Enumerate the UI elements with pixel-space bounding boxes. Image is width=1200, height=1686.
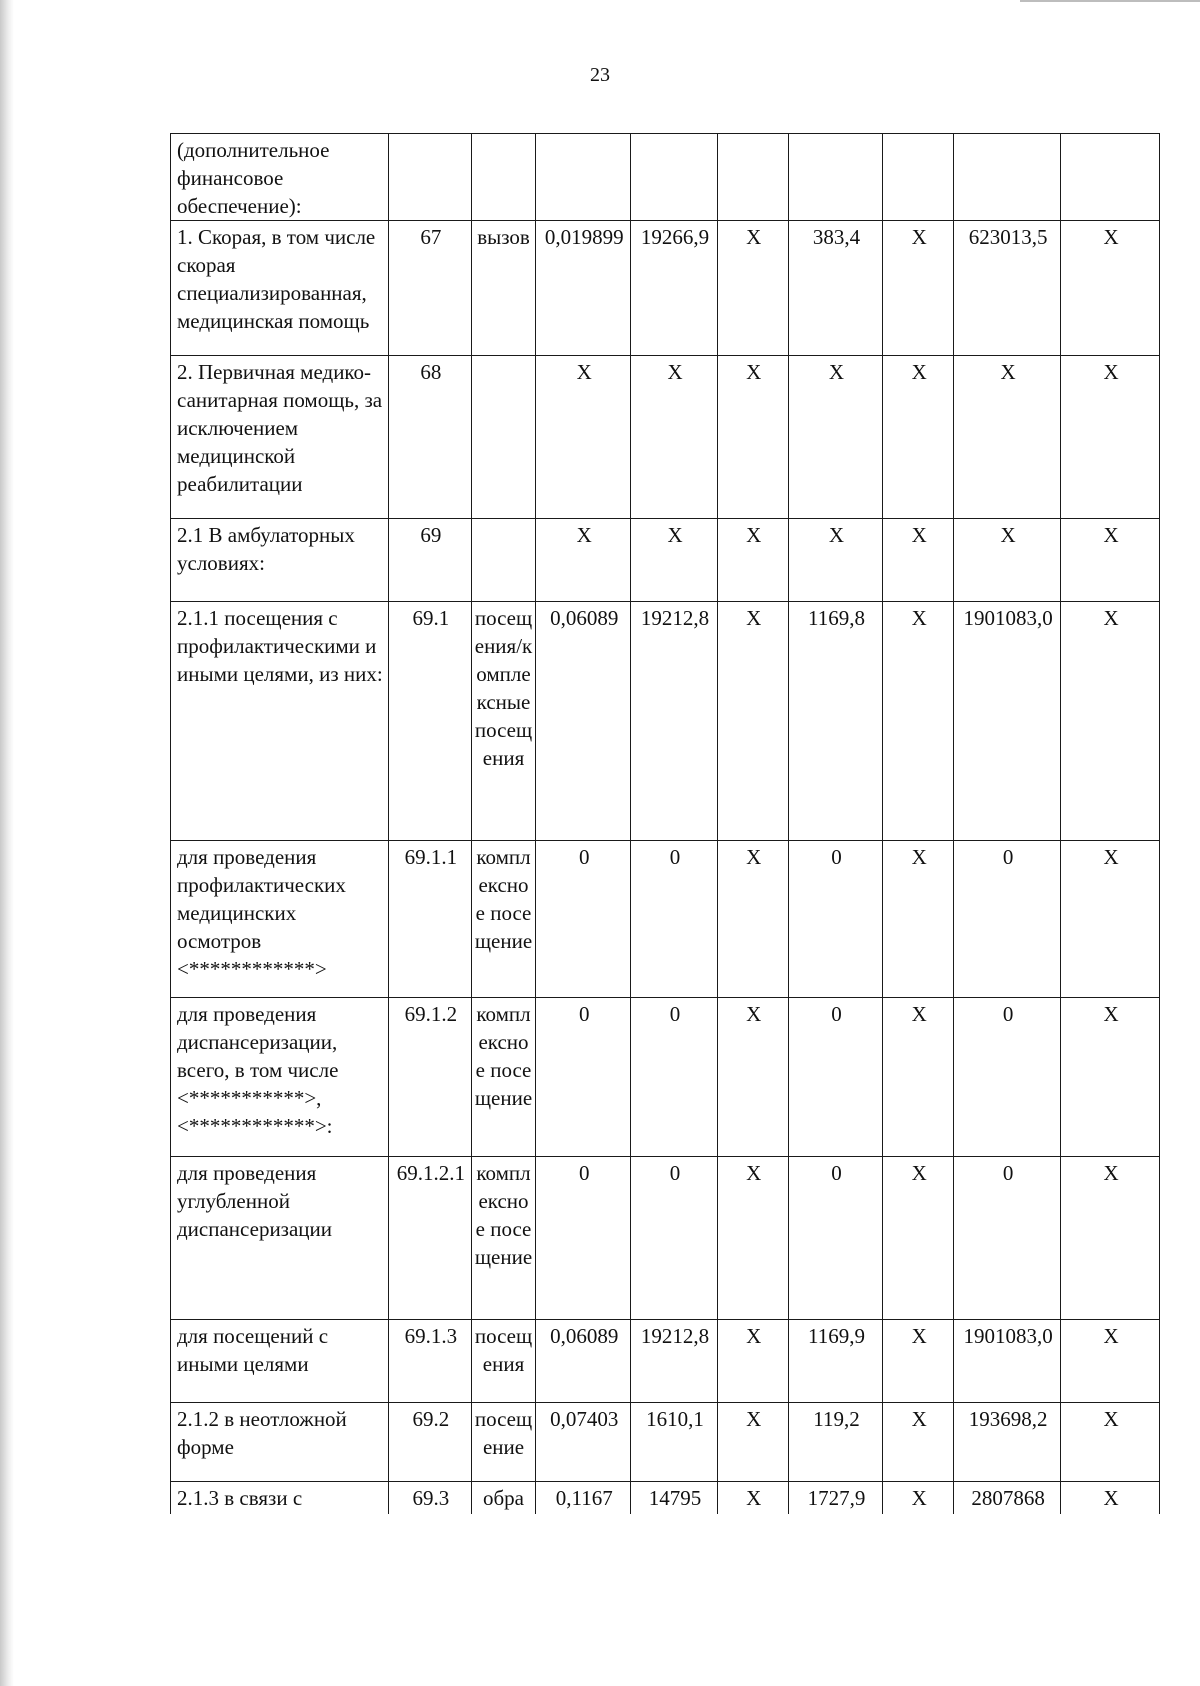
- value-cell: X: [717, 998, 788, 1157]
- value-cell: X: [717, 519, 788, 602]
- value-cell: X: [1061, 1157, 1160, 1320]
- unit-cell: обра: [471, 1482, 536, 1515]
- value-cell: 1727,9: [788, 1482, 883, 1515]
- row-code-cell: 69.1: [388, 602, 471, 841]
- unit-cell: посещение: [471, 1403, 536, 1482]
- row-name-cell: 2.1 В амбулаторных условиях:: [171, 519, 389, 602]
- value-cell: X: [536, 356, 631, 519]
- value-cell: 383,4: [788, 221, 883, 356]
- value-cell: 1901083,0: [954, 1320, 1061, 1403]
- value-cell: X: [883, 1403, 954, 1482]
- row-name-cell: (дополнительное финансовое обеспечение):: [171, 134, 389, 221]
- table-row: [171, 1157, 1160, 1320]
- row-code-cell: 69.3: [388, 1482, 471, 1515]
- table-row: [171, 1482, 1160, 1515]
- table-row: [171, 1320, 1160, 1403]
- value-cell: 0: [536, 1157, 631, 1320]
- table-row: [171, 841, 1160, 998]
- value-cell: 0: [631, 998, 718, 1157]
- value-cell: X: [717, 1157, 788, 1320]
- value-cell: 0: [536, 998, 631, 1157]
- table-row: [171, 519, 1160, 602]
- table-body: [171, 134, 1160, 1515]
- value-cell: 19266,9: [631, 221, 718, 356]
- table-row: [171, 998, 1160, 1157]
- value-cell: [883, 134, 954, 221]
- value-cell: X: [717, 602, 788, 841]
- value-cell: X: [1061, 841, 1160, 998]
- value-cell: 1169,9: [788, 1320, 883, 1403]
- unit-cell: вызов: [471, 221, 536, 356]
- value-cell: 19212,8: [631, 602, 718, 841]
- page-number: 23: [590, 64, 610, 86]
- value-cell: 14795: [631, 1482, 718, 1515]
- table-row: [171, 1403, 1160, 1482]
- value-cell: X: [883, 519, 954, 602]
- value-cell: 1169,8: [788, 602, 883, 841]
- financing-table: [170, 133, 1160, 1514]
- value-cell: 0,06089: [536, 602, 631, 841]
- value-cell: [717, 134, 788, 221]
- value-cell: X: [883, 1482, 954, 1515]
- value-cell: 0,019899: [536, 221, 631, 356]
- row-code-cell: 69: [388, 519, 471, 602]
- unit-cell: [471, 134, 536, 221]
- value-cell: 0: [788, 841, 883, 998]
- value-cell: 0: [631, 1157, 718, 1320]
- row-code-cell: 69.1.1: [388, 841, 471, 998]
- unit-cell: посещения/комплексные посещения: [471, 602, 536, 841]
- value-cell: 0: [788, 998, 883, 1157]
- row-name-cell: для проведения диспансеризации, всего, в том числе <***********>, <************>:: [171, 998, 389, 1157]
- value-cell: X: [883, 841, 954, 998]
- value-cell: 193698,2: [954, 1403, 1061, 1482]
- scan-top-line: [1020, 0, 1200, 2]
- row-code-cell: 68: [388, 356, 471, 519]
- value-cell: 19212,8: [631, 1320, 718, 1403]
- value-cell: X: [1061, 1320, 1160, 1403]
- value-cell: X: [717, 221, 788, 356]
- row-code-cell: 67: [388, 221, 471, 356]
- value-cell: X: [883, 1320, 954, 1403]
- unit-cell: комплексное посещение: [471, 998, 536, 1157]
- value-cell: 0: [954, 841, 1061, 998]
- value-cell: X: [883, 221, 954, 356]
- value-cell: 0,06089: [536, 1320, 631, 1403]
- row-name-cell: 2.1.2 в неотложной форме: [171, 1403, 389, 1482]
- value-cell: X: [883, 602, 954, 841]
- row-code-cell: [388, 134, 471, 221]
- unit-cell: [471, 519, 536, 602]
- value-cell: X: [788, 356, 883, 519]
- value-cell: X: [954, 356, 1061, 519]
- value-cell: X: [1061, 1482, 1160, 1515]
- value-cell: 1901083,0: [954, 602, 1061, 841]
- value-cell: X: [631, 519, 718, 602]
- value-cell: 0,1167: [536, 1482, 631, 1515]
- value-cell: X: [1061, 221, 1160, 356]
- row-code-cell: 69.1.2: [388, 998, 471, 1157]
- value-cell: 0: [788, 1157, 883, 1320]
- value-cell: [1061, 134, 1160, 221]
- row-name-cell: 1. Скорая, в том числе скорая специализированная, медицинская помощь: [171, 221, 389, 356]
- value-cell: X: [883, 1157, 954, 1320]
- row-code-cell: 69.2: [388, 1403, 471, 1482]
- value-cell: X: [1061, 1403, 1160, 1482]
- value-cell: X: [883, 356, 954, 519]
- value-cell: 623013,5: [954, 221, 1061, 356]
- value-cell: 0: [536, 841, 631, 998]
- value-cell: 0,07403: [536, 1403, 631, 1482]
- value-cell: X: [788, 519, 883, 602]
- value-cell: X: [1061, 356, 1160, 519]
- value-cell: X: [717, 356, 788, 519]
- row-name-cell: для посещений с иными целями: [171, 1320, 389, 1403]
- unit-cell: посещения: [471, 1320, 536, 1403]
- scan-edge-shadow: [0, 0, 14, 1686]
- table-row: [171, 221, 1160, 356]
- value-cell: X: [1061, 519, 1160, 602]
- value-cell: X: [1061, 602, 1160, 841]
- table-row: [171, 134, 1160, 221]
- value-cell: [631, 134, 718, 221]
- value-cell: 119,2: [788, 1403, 883, 1482]
- value-cell: X: [631, 356, 718, 519]
- value-cell: [788, 134, 883, 221]
- value-cell: X: [717, 1320, 788, 1403]
- unit-cell: комплексное посещение: [471, 841, 536, 998]
- row-name-cell: 2. Первичная медико-санитарная помощь, за исключением медицинской реабилитации: [171, 356, 389, 519]
- value-cell: X: [883, 998, 954, 1157]
- value-cell: 1610,1: [631, 1403, 718, 1482]
- row-code-cell: 69.1.3: [388, 1320, 471, 1403]
- value-cell: [954, 134, 1061, 221]
- table-row: [171, 602, 1160, 841]
- row-name-cell: для проведения углубленной диспансеризации: [171, 1157, 389, 1320]
- unit-cell: комплексное посещение: [471, 1157, 536, 1320]
- row-name-cell: 2.1.1 посещения с профилактическими и иными целями, из них:: [171, 602, 389, 841]
- value-cell: 0: [631, 841, 718, 998]
- value-cell: 0: [954, 1157, 1061, 1320]
- value-cell: X: [536, 519, 631, 602]
- row-name-cell: 2.1.3 в связи с: [171, 1482, 389, 1515]
- value-cell: 0: [954, 998, 1061, 1157]
- row-name-cell: для проведения профилактических медицинских осмотров <************>: [171, 841, 389, 998]
- value-cell: 2807868: [954, 1482, 1061, 1515]
- unit-cell: [471, 356, 536, 519]
- value-cell: [536, 134, 631, 221]
- value-cell: X: [717, 1403, 788, 1482]
- value-cell: X: [1061, 998, 1160, 1157]
- table-row: [171, 356, 1160, 519]
- value-cell: X: [954, 519, 1061, 602]
- value-cell: X: [717, 1482, 788, 1515]
- value-cell: X: [717, 841, 788, 998]
- row-code-cell: 69.1.2.1: [388, 1157, 471, 1320]
